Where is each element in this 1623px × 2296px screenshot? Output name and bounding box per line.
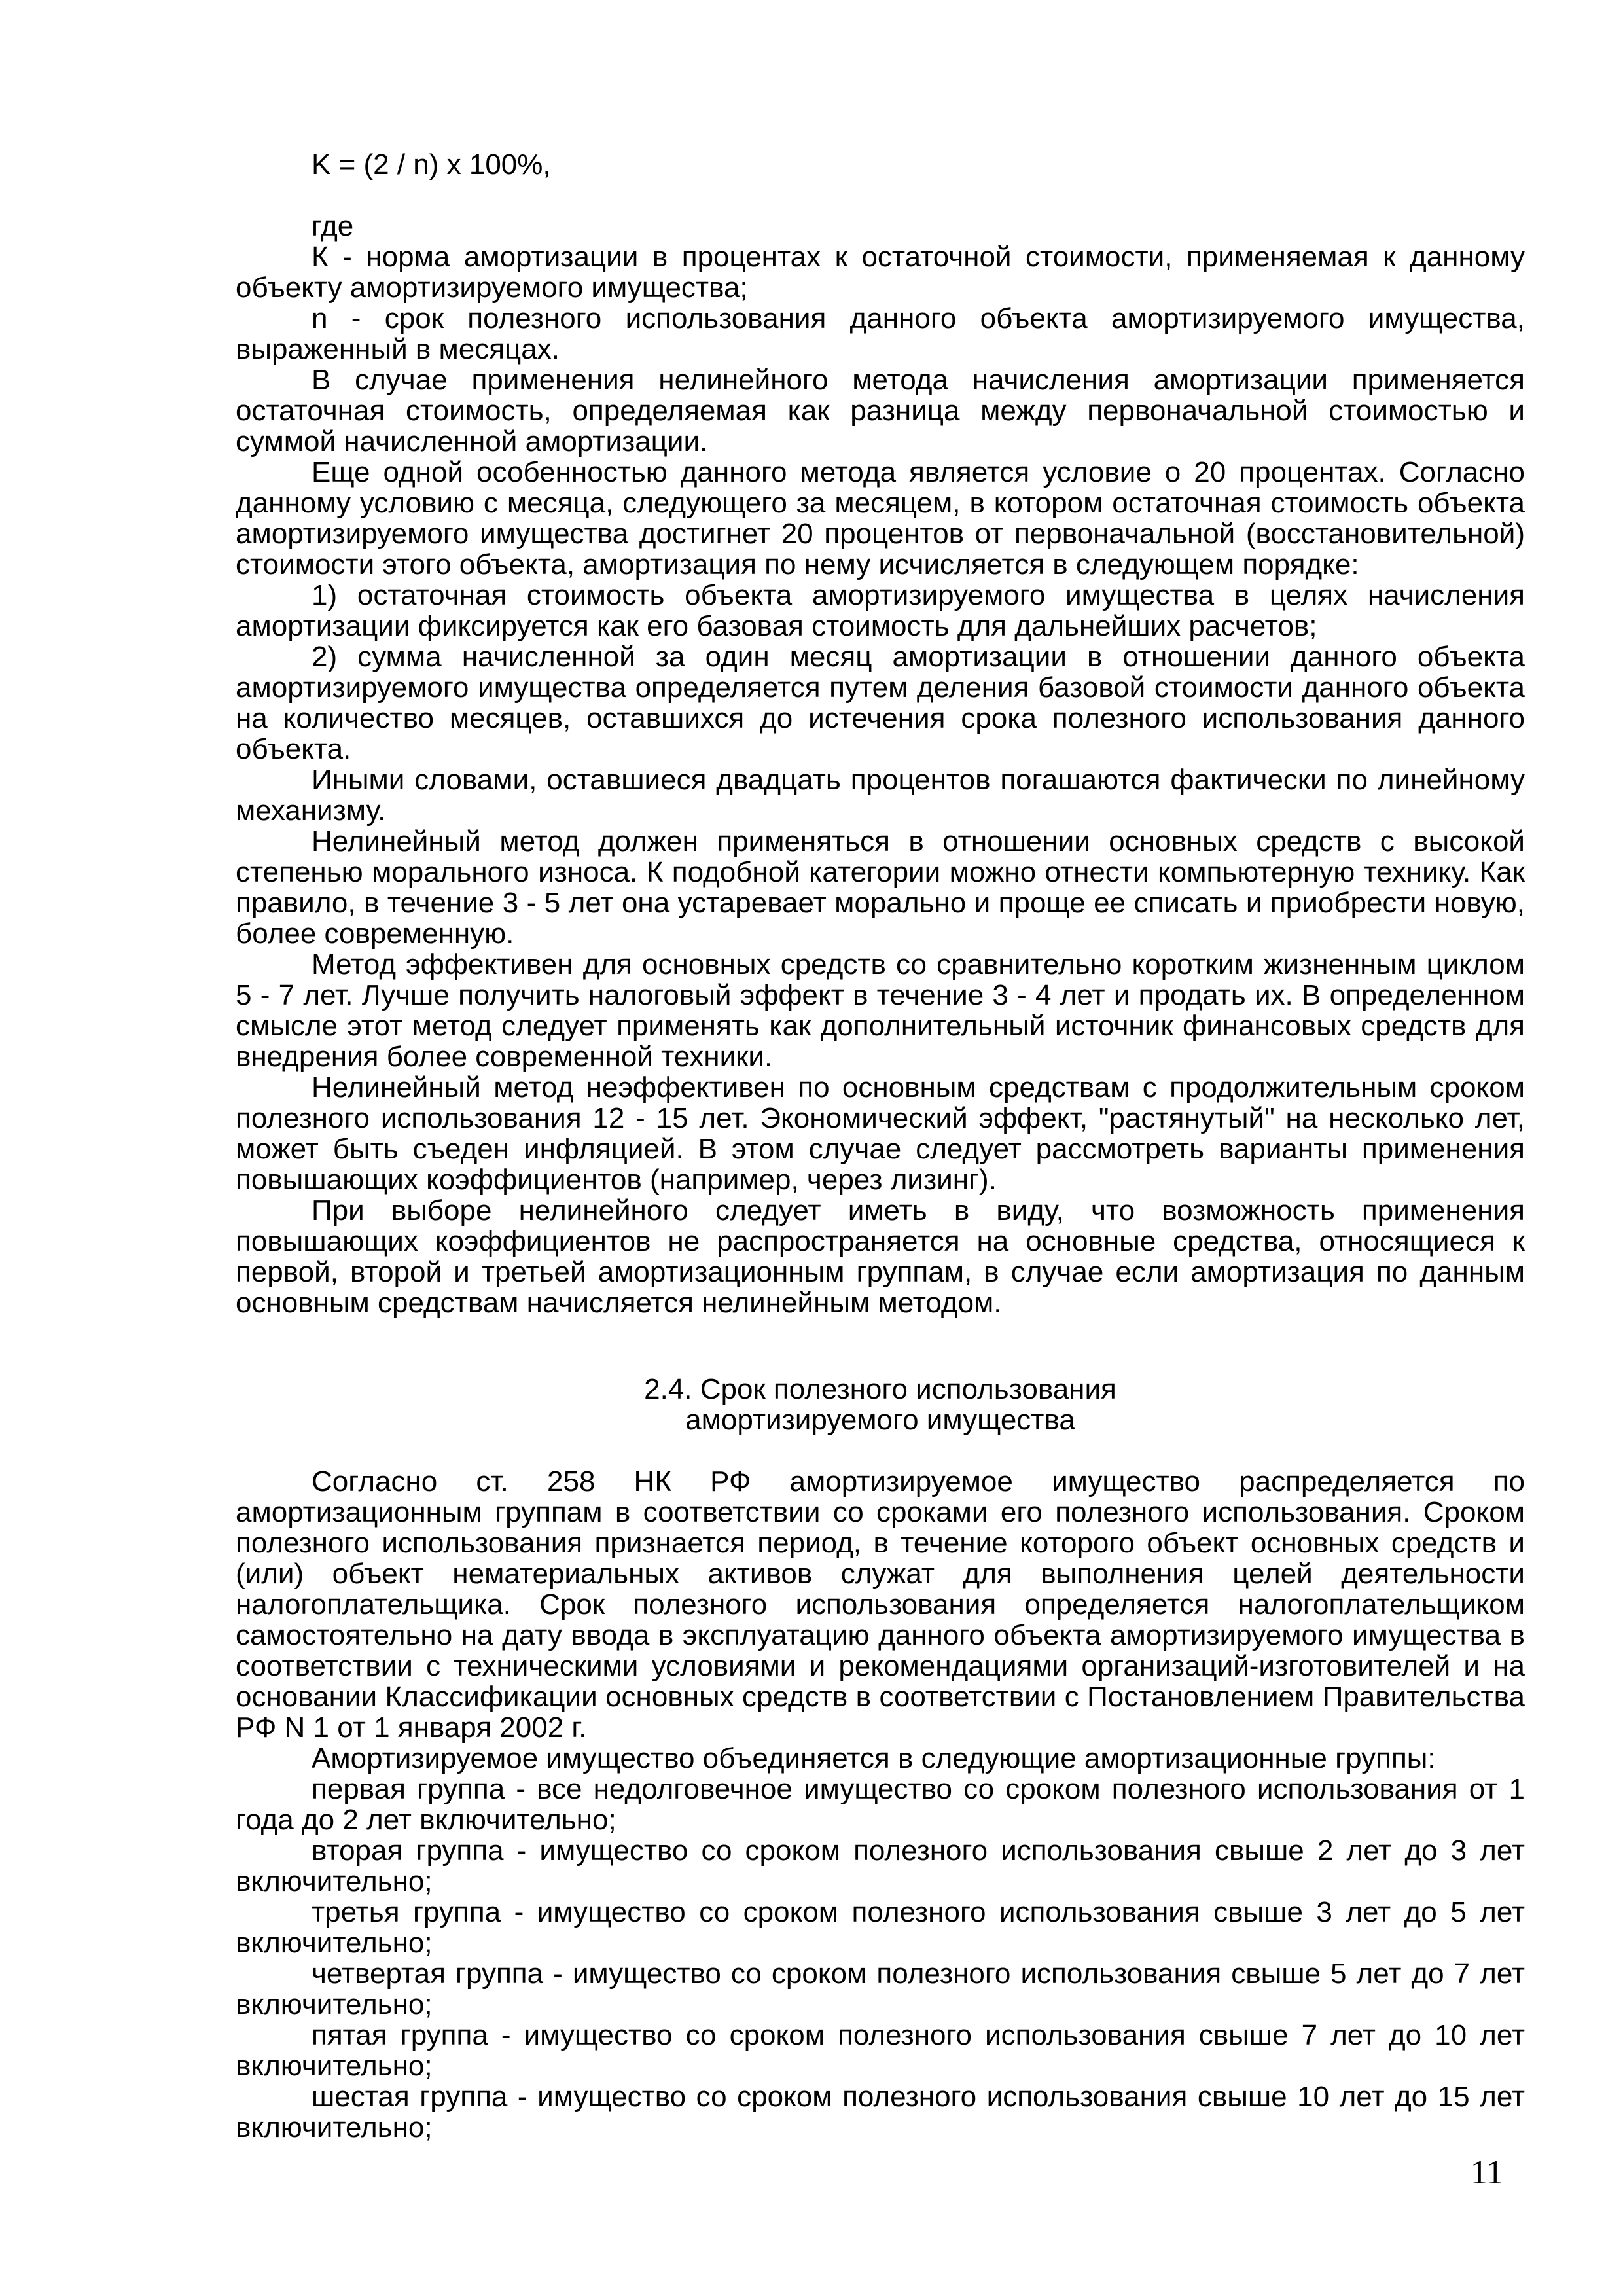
paragraph-group-5: пятая группа - имущество со сроком полезного использования свыше 7 лет до 10 лет включительно;: [236, 2019, 1525, 2082]
depreciation-formula: K = (2 / n) x 100%,: [312, 149, 551, 181]
paragraph-groups-intro: Амортизируемое имущество объединяется в следующие амортизационные группы:: [312, 1742, 1436, 1774]
section-heading-line-1: 2.4. Срок полезного использования: [644, 1373, 1116, 1405]
paragraph-method-ineffective: Нелинейный метод неэффективен по основным средствам с продолжительным сроком полезного использования 12 - 15 лет. Экономический эффект, "растянутый" на несколько лет, может быть съеден инфляцией. В этом случае следует рассмотреть варианты применения повышающих коэффициентов (например, через лизинг).: [236, 1071, 1525, 1196]
paragraph-group-3: третья группа - имущество со сроком полезного использования свыше 3 лет до 5 лет включительно;: [236, 1896, 1525, 1959]
paragraph-group-6: шестая группа - имущество со сроком полезного использования свыше 10 лет до 15 лет включительно;: [236, 2081, 1525, 2144]
page-number: 11: [1470, 2154, 1503, 2191]
section-heading-line-2: амортизируемого имущества: [685, 1404, 1075, 1436]
paragraph-group-2: вторая группа - имущество со сроком полезного использования свыше 2 лет до 3 лет включительно;: [236, 1835, 1525, 1897]
paragraph-twenty-percent-rule: Еще одной особенностью данного метода является условие о 20 процентах. Согласно данному условию с месяца, следующего за месяцем, в котором остаточная стоимость объекта амортизируемого имущества достигнет 20 процентов от первоначальной (восстановительной) стоимости этого объекта, амортизация по нему исчисляется в следующем порядке:: [236, 456, 1525, 581]
paragraph-item-1: 1) остаточная стоимость объекта амортизируемого имущества в целях начисления амортизации фиксируется как его базовая стоимость для дальнейших расчетов;: [236, 579, 1525, 642]
paragraph-coefficient-restriction: При выборе нелинейного следует иметь в виду, что возможность применения повышающих коэффициентов не распространяется на основные средства, относящиеся к первой, второй и третьей амортизационным группам, в случае если амортизация по данным основным средствам начисляется нелинейным методом.: [236, 1194, 1525, 1319]
paragraph-linear-mechanism: Иными словами, оставшиеся двадцать процентов погашаются фактически по линейному механизму.: [236, 764, 1525, 827]
paragraph-group-4: четвертая группа - имущество со сроком полезного использования свыше 5 лет до 7 лет включительно;: [236, 1958, 1525, 2020]
where-label: где: [312, 210, 354, 242]
paragraph-item-2: 2) сумма начисленной за один месяц амортизации в отношении данного объекта амортизируемого имущества определяется путем деления базовой стоимости данного объекта на количество месяцев, оставшихся до истечения срока полезного использования данного объекта.: [236, 641, 1525, 765]
paragraph-article-258: Согласно ст. 258 НК РФ амортизируемое имущество распределяется по амортизационным группам в соответствии со сроками его полезного использования. Сроком полезного использования признается период, в течение которого объект основных средств и (или) объект нематериальных активов служат для выполнения целей деятельности налогоплательщика. Срок полезного использования определяется налогоплательщиком самостоятельно на дату ввода в эксплуатацию данного объекта амортизируемого имущества в соответствии с техническими условиями и рекомендациями организаций-изготовителей и на основании Классификации основных средств в соответствии с Постановлением Правительства РФ N 1 от 1 января 2002 г.: [236, 1465, 1525, 1744]
paragraph-n-definition: n - срок полезного использования данного объекта амортизируемого имущества, выраженный в месяцах.: [236, 302, 1525, 365]
paragraph-nonlinear-use-case: Нелинейный метод должен применяться в отношении основных средств с высокой степенью морального износа. К подобной категории можно отнести компьютерную технику. Как правило, в течение 3 - 5 лет она устаревает морально и проще ее списать и приобрести новую, более современную.: [236, 825, 1525, 950]
text-block: [236, 149, 1525, 2143]
paragraph-group-1: первая группа - все недолговечное имущество со сроком полезного использования от 1 года до 2 лет включительно;: [236, 1773, 1525, 1836]
paragraph-method-effective: Метод эффективен для основных средств со сравнительно коротким жизненным циклом 5 - 7 лет. Лучше получить налоговый эффект в течение 3 - 4 лет и продать их. В определенном смысле этот метод следует применять как дополнительный источник финансовых средств для внедрения более современной техники.: [236, 948, 1525, 1073]
paragraph-k-definition: К - норма амортизации в процентах к остаточной стоимости, применяемая к данному объекту амортизируемого имущества;: [236, 241, 1525, 304]
paragraph-residual-value: В случае применения нелинейного метода начисления амортизации применяется остаточная стоимость, определяемая как разница между первоначальной стоимостью и суммой начисленной амортизации.: [236, 364, 1525, 457]
section-heading: [236, 1374, 1525, 1435]
